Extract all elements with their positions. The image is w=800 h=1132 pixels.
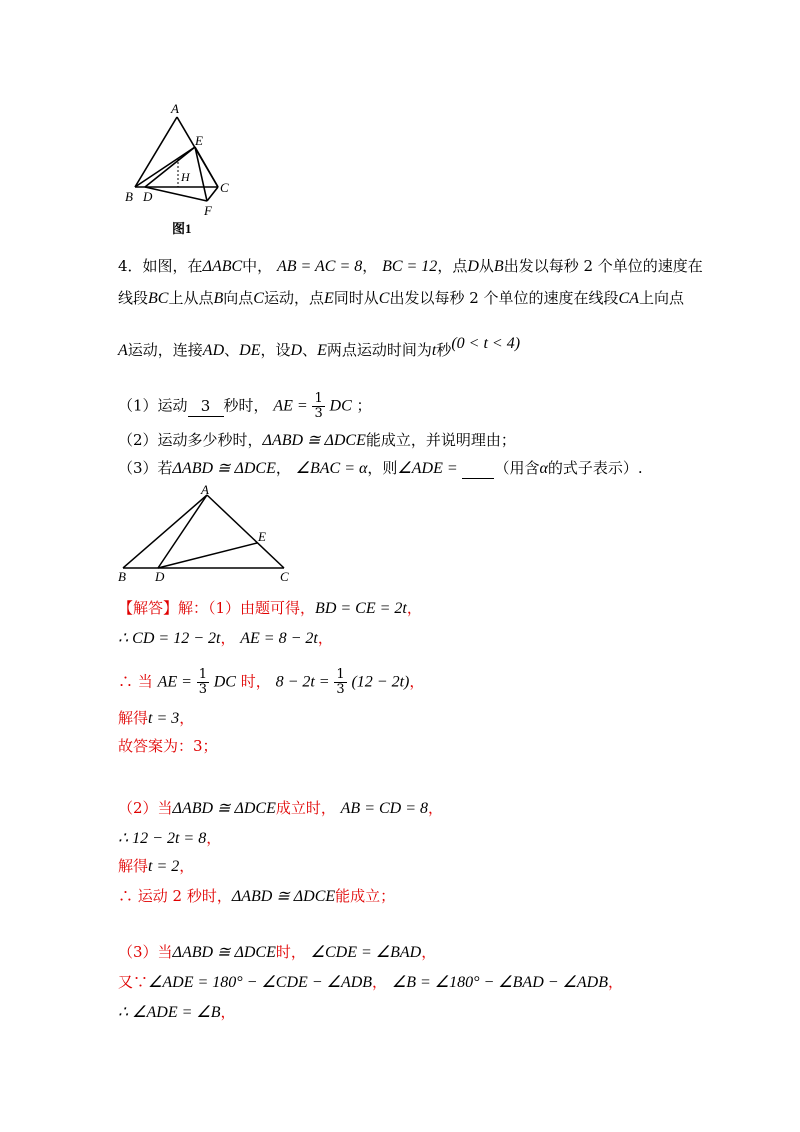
solution-line-3: ∴ 当 AE = $\frac{1}{3}$ DC 时， 8 − 2t = $\frac{1}{3}$ (12 − 2t)， xyxy=(118,667,425,697)
fig1-edge-df xyxy=(145,187,207,201)
problem-line-3: A运动，连接AD、DE，设D、E两点运动时间为t秒(0 < t < 4) xyxy=(118,335,521,359)
fig1-label-e: E xyxy=(195,133,203,148)
fraction-one-third: $\frac{1}{3}$ xyxy=(336,667,345,697)
fig1-edge-ec xyxy=(195,147,218,187)
fraction-one-third: $\frac{1}{3}$ xyxy=(198,667,207,697)
solution-line-8: 解得t = 2， xyxy=(118,857,195,875)
fig2-label-e: E xyxy=(258,529,266,544)
fig1-label-h: H xyxy=(181,170,190,184)
fig2-label-a: A xyxy=(201,482,209,497)
fig1-edge-cf xyxy=(207,187,218,201)
solution-line-5: 故答案为：3； xyxy=(118,737,218,755)
solution-line-9: ∴ 运动 2 秒时，ΔABD ≅ ΔDCE能成立； xyxy=(118,887,396,905)
fig1-label-c: C xyxy=(220,180,229,195)
solution-line-11: 又∵∠ADE = 180° − ∠CDE − ∠ADB， ∠B = ∠180° − ∠BAD − ∠ADB， xyxy=(118,973,623,991)
solution-line-10: （3）当ΔABD ≅ ΔDCE时， ∠CDE = ∠BAD， xyxy=(118,943,437,961)
fig1-edge-ef xyxy=(195,147,207,201)
solution-line-1: 【解答】解：（1）由题可得，BD = CE = 2t， xyxy=(118,599,422,617)
fig1-label-d: D xyxy=(143,189,153,204)
problem-line-2: 线段BC上从点B向点C运动，点E同时从C出发以每秒 2 个单位的速度在线段CA上向点 xyxy=(118,289,684,307)
solution-line-6: （2）当ΔABD ≅ ΔDCE成立时， AB = CD = 8， xyxy=(118,799,444,817)
solution-line-7: ∴ 12 − 2t = 8， xyxy=(118,829,222,847)
problem-line-1: 4．如图，在ΔABC中， AB = AC = 8， BC = 12，点D从B出发以每秒 2 个单位的速度在 xyxy=(118,257,703,275)
fig2-edge-ac xyxy=(207,495,284,568)
fig1-label-a: A xyxy=(171,101,179,116)
solution-line-4: 解得t = 3， xyxy=(118,709,195,727)
answer-blank xyxy=(462,458,494,479)
fig1-caption: 图1 xyxy=(172,221,192,236)
solution-line-12: ∴ ∠ADE = ∠B， xyxy=(118,1003,236,1021)
fig2-label-d: D xyxy=(155,569,165,584)
question-2: （2）运动多少秒时，ΔABD ≅ ΔDCE能成立，并说明理由； xyxy=(118,431,516,449)
fig2-label-c: C xyxy=(280,569,289,584)
figure-1 xyxy=(115,95,250,245)
question-3: （3）若ΔABD ≅ ΔDCE， ∠BAC = α，则∠ADE = （用含α的式子表示）. xyxy=(118,459,643,477)
fig1-label-f: F xyxy=(204,203,212,218)
fig1-label-b: B xyxy=(125,189,133,204)
fig1-edge-ab xyxy=(135,117,177,187)
solution-line-2: ∴ CD = 12 − 2t， AE = 8 − 2t， xyxy=(118,629,333,647)
fig2-label-b: B xyxy=(118,569,126,584)
question-1: （1）运动 3 秒时， AE = $\frac{1}{3}$ DC ； xyxy=(118,391,372,421)
figure-2 xyxy=(112,480,302,585)
fraction-one-third: $\frac{1}{3}$ xyxy=(314,391,323,421)
